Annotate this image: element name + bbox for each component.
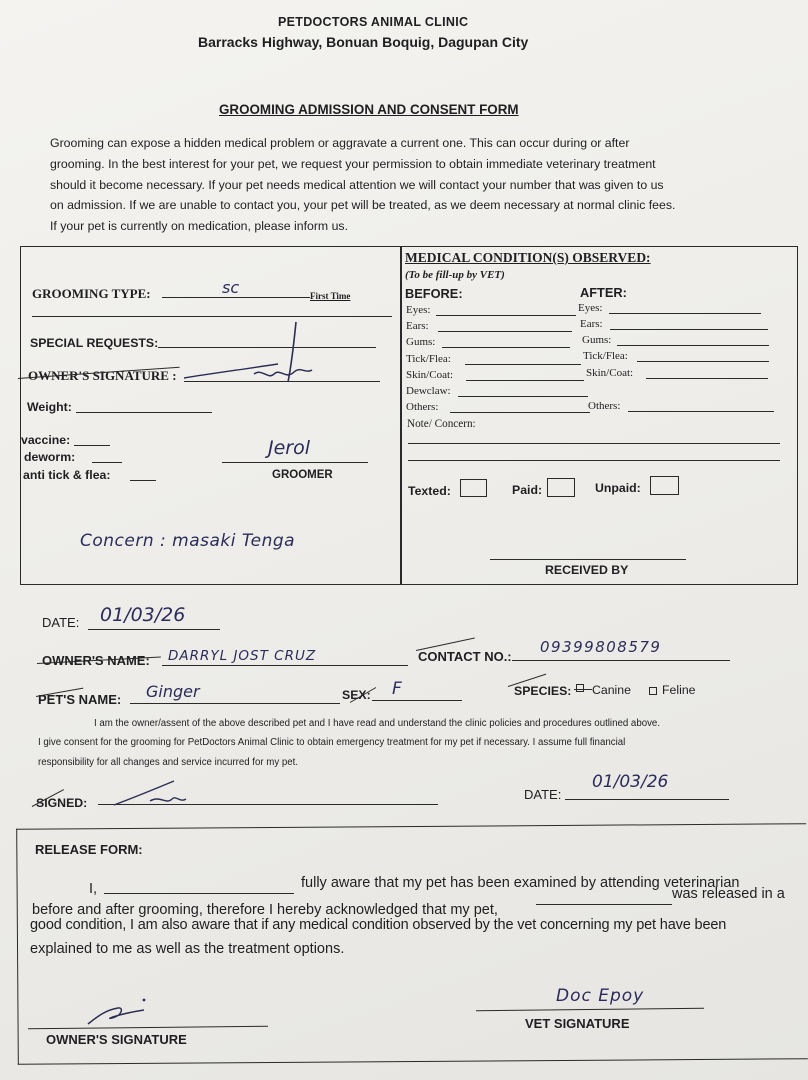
owner-name-label: OWNER'S NAME:	[42, 653, 150, 668]
sex-value: F	[392, 679, 402, 699]
contact-label: CONTACT NO.:	[418, 649, 512, 664]
texted-checkbox[interactable]	[460, 479, 487, 497]
grooming-blank-line[interactable]	[32, 316, 392, 317]
vet-signature-label: VET SIGNATURE	[525, 1016, 630, 1031]
after-tickflea-line[interactable]	[637, 361, 769, 362]
sex-label: SEX:	[342, 688, 371, 702]
release-line-1: fully aware that my pet has been examined by attending veterinarian	[301, 875, 740, 891]
after-gums-line[interactable]	[617, 345, 769, 346]
after-others-label: Others:	[588, 400, 621, 412]
note-line-2[interactable]	[408, 460, 780, 461]
consent-date-label: DATE:	[524, 787, 562, 802]
before-eyes-label: Eyes:	[406, 304, 431, 316]
before-ears-label: Ears:	[406, 320, 429, 332]
feline-label: Feline	[662, 683, 696, 697]
pet-name-line[interactable]	[130, 703, 340, 704]
after-ears-label: Ears:	[580, 318, 603, 330]
grooming-type-line[interactable]	[162, 297, 310, 298]
after-eyes-line[interactable]	[609, 313, 761, 314]
before-dewclaw-label: Dewclaw:	[406, 385, 451, 397]
before-gums-line[interactable]	[442, 347, 570, 348]
before-tickflea-label: Tick/Flea:	[406, 353, 451, 365]
after-label: AFTER:	[580, 285, 627, 300]
release-line-2-post: was released in a	[672, 886, 785, 902]
antitick-label: anti tick & flea:	[23, 468, 111, 482]
before-others-label: Others:	[406, 401, 439, 413]
release-name-line[interactable]	[104, 893, 294, 894]
first-time-label: First Time	[310, 291, 351, 301]
owner-signature-label: OWNER'S SIGNATURE :	[28, 368, 177, 383]
vaccine-label: vaccine:	[21, 433, 71, 447]
unpaid-label: Unpaid:	[595, 481, 641, 495]
pet-name-label: PET'S NAME:	[38, 692, 122, 707]
canine-check-mark	[574, 689, 592, 690]
intro-line: grooming. In the best interest for your pet, we request your permission to obtain immediate veterinary treatment	[50, 156, 656, 171]
canine-checkbox[interactable]	[576, 684, 584, 692]
consent-line-2: I give consent for the grooming for PetDoctors Animal Clinic to obtain emergency treatment for my pet if necessary. I assume full financial	[38, 737, 626, 748]
texted-label: Texted:	[408, 484, 451, 498]
sex-line[interactable]	[372, 700, 462, 701]
release-line-2-pre: before and after grooming, therefore I hereby acknowledged that my pet,	[32, 902, 498, 918]
owner-name-value: DARRYL JOST CRUZ	[168, 648, 317, 664]
consent-date-line[interactable]	[565, 799, 729, 800]
intro-line: Grooming can expose a hidden medical problem or aggravate a current one. This can occur during or after	[50, 136, 630, 150]
before-others-line[interactable]	[450, 412, 590, 413]
owner-name-line[interactable]	[162, 665, 408, 666]
note-concern-label: Note/ Concern:	[407, 418, 476, 430]
before-ears-line[interactable]	[438, 331, 572, 332]
before-gums-label: Gums:	[406, 336, 436, 348]
feline-checkbox[interactable]	[649, 687, 657, 695]
release-line-3: good condition, I am also aware that if any medical condition observed by the vet concerning my pet have been	[30, 917, 727, 933]
before-tickflea-line[interactable]	[465, 364, 581, 365]
after-tickflea-label: Tick/Flea:	[583, 350, 628, 362]
date-label: DATE:	[42, 615, 80, 630]
vaccine-line[interactable]	[74, 445, 110, 446]
weight-label: Weight:	[27, 400, 72, 414]
before-skincoat-line[interactable]	[466, 380, 584, 381]
vet-name-value: Doc Epoy	[556, 986, 645, 1006]
release-title: RELEASE FORM:	[35, 842, 143, 857]
paid-checkbox[interactable]	[547, 478, 575, 497]
received-by-label: RECEIVED BY	[545, 563, 629, 577]
medical-subtitle: (To be fill-up by VET)	[405, 269, 505, 281]
groomer-name-value: Jerol	[268, 437, 311, 459]
owner-release-signature-scribble	[84, 994, 174, 1030]
consent-line-3: responsibility for all changes and service incurred for my pet.	[38, 757, 299, 768]
clinic-address: Barracks Highway, Bonuan Boquig, Dagupan City	[198, 34, 529, 50]
date-line[interactable]	[88, 629, 220, 630]
species-label: SPECIES:	[514, 684, 572, 698]
groomer-label: GROOMER	[272, 469, 333, 481]
intro-line: should it become necessary. If your pet needs medical attention we will contact your number that was given to us	[50, 177, 664, 192]
after-ears-line[interactable]	[610, 329, 768, 330]
pet-name-value: Ginger	[146, 682, 200, 701]
note-line-1[interactable]	[408, 443, 780, 444]
release-i-label: I,	[89, 881, 98, 897]
special-requests-label: SPECIAL REQUESTS:	[30, 336, 159, 350]
intro-line: If your pet is currently on medication, please inform us.	[50, 219, 348, 234]
before-dewclaw-line[interactable]	[458, 396, 588, 397]
before-eyes-line[interactable]	[436, 315, 576, 316]
antitick-line[interactable]	[130, 480, 156, 481]
after-skincoat-line[interactable]	[646, 378, 768, 379]
owner-signature-scribble	[178, 318, 328, 394]
paid-label: Paid:	[512, 483, 543, 497]
table-divider	[400, 246, 402, 585]
signed-label: SIGNED:	[36, 796, 88, 810]
intro-line: on admission. If we are unable to contact you, your pet will be treated, as we deem necessary at normal clinic fees.	[50, 198, 676, 213]
medical-title: MEDICAL CONDITION(S) OBSERVED:	[405, 250, 651, 265]
contact-value: 09399808579	[540, 638, 662, 656]
grooming-type-label: GROOMING TYPE:	[32, 286, 151, 301]
concern-note: Concern : masaki Tenga	[80, 531, 296, 551]
consent-signature-scribble	[110, 775, 210, 811]
canine-label: Canine	[592, 683, 631, 697]
after-others-line[interactable]	[628, 411, 774, 412]
before-label: BEFORE:	[405, 286, 463, 301]
after-gums-label: Gums:	[582, 334, 612, 346]
after-eyes-label: Eyes:	[578, 302, 603, 314]
contact-line[interactable]	[512, 660, 730, 661]
weight-line[interactable]	[76, 412, 212, 413]
release-line-4: explained to me as well as the treatment options.	[30, 941, 345, 957]
form-title: GROOMING ADMISSION AND CONSENT FORM	[219, 102, 519, 117]
grooming-type-value: sc	[222, 278, 240, 297]
clinic-name: PETDOCTORS ANIMAL CLINIC	[278, 15, 469, 29]
after-skincoat-label: Skin/Coat:	[586, 367, 634, 379]
deworm-line[interactable]	[92, 462, 122, 463]
release-pet-line[interactable]	[536, 904, 672, 905]
owner-release-signature-label: OWNER'S SIGNATURE	[46, 1032, 187, 1047]
received-by-line[interactable]	[490, 559, 686, 560]
date-value: 01/03/26	[100, 604, 186, 626]
deworm-label: deworm:	[24, 450, 76, 464]
groomer-line[interactable]	[222, 462, 368, 463]
consent-date-value: 01/03/26	[592, 772, 669, 792]
unpaid-checkbox[interactable]	[650, 476, 679, 495]
before-skincoat-label: Skin/Coat:	[406, 369, 454, 381]
consent-line-1: I am the owner/assent of the above described pet and I have read and understand the clinic policies and procedures outlined above.	[94, 718, 661, 729]
intro-paragraph	[50, 133, 675, 237]
